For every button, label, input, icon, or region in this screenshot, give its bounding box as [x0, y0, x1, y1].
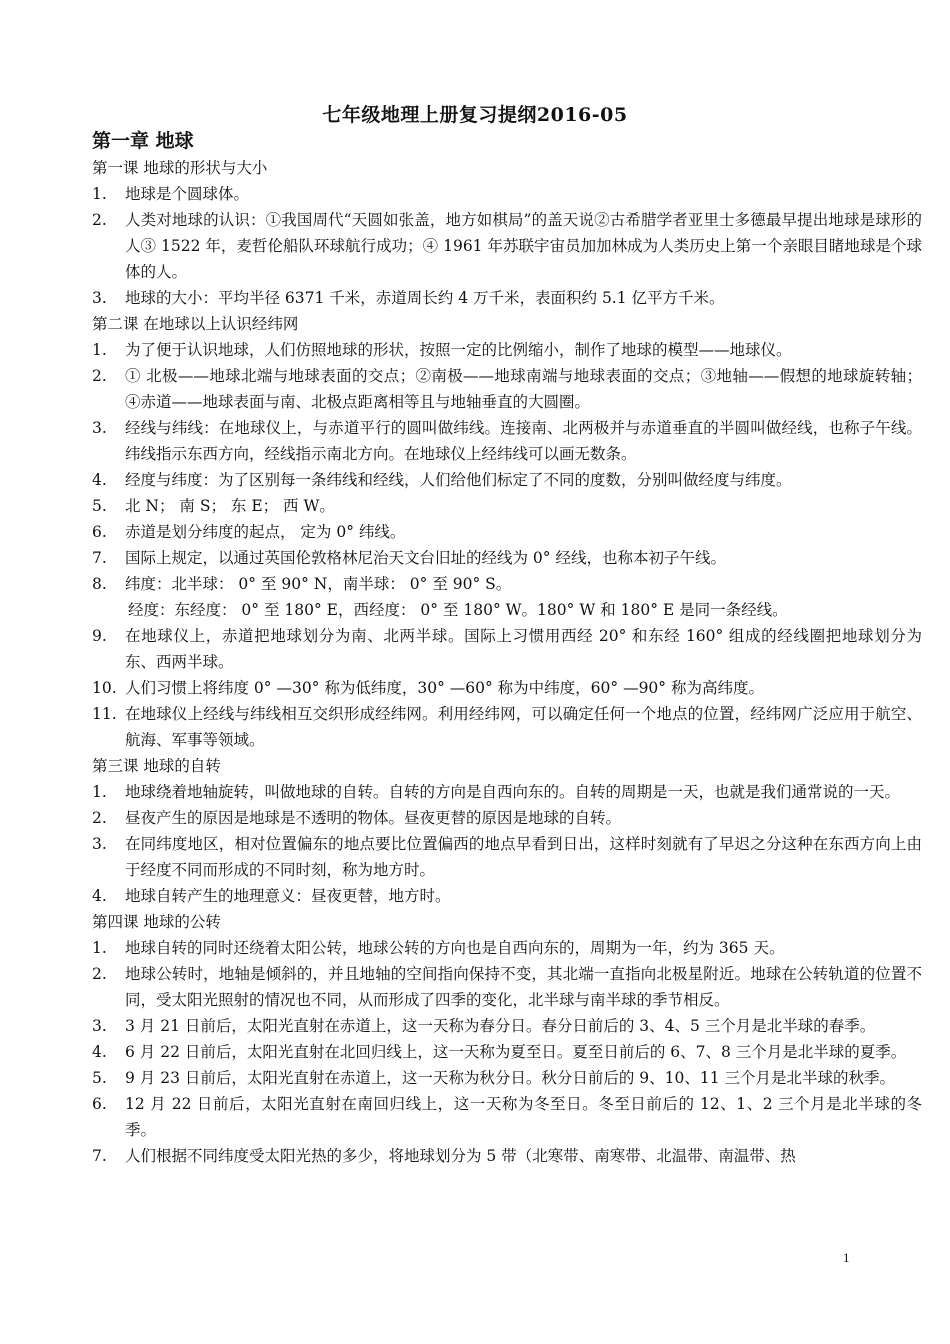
item-number: 7. [92, 1147, 107, 1165]
list-item [92, 415, 922, 467]
list-item [92, 493, 922, 519]
item-text: 9 月 23 日前后，太阳光直射在赤道上，这一天称为秋分日。秋分日前后的 9、10、11 三个月是北半球的秋季。 [125, 1069, 896, 1087]
item-text: 在地球仪上经线与纬线相互交织形成经纬网。利用经纬网，可以确定任何一个地点的位置，经纬网广泛应用于航空、航海、军事等领域。 [125, 705, 922, 749]
item-number: 3. [92, 1017, 107, 1035]
item-text: 经度与纬度：为了区别每一条纬线和经线，人们给他们标定了不同的度数，分别叫做经度与纬度。 [125, 471, 792, 489]
item-subline: 经度：东经度： 0° 至 180° E，西经度： 0° 至 180° W。180° W 和 180° E 是同一条经线。 [128, 601, 788, 619]
item-text: 地球自转的同时还绕着太阳公转，地球公转的方向也是自西向东的，周期为一年，约为 365 天。 [125, 939, 785, 957]
item-number: 2. [92, 809, 107, 827]
item-number: 3. [92, 835, 107, 853]
item-text: 纬度：北半球： 0° 至 90° N，南半球： 0° 至 90° S。 [125, 575, 512, 593]
list-item [92, 363, 922, 415]
list-item [92, 1039, 922, 1065]
list-item [92, 961, 922, 1013]
list-item [92, 1143, 922, 1169]
chapter-title: 第一章 地球 [92, 130, 194, 152]
item-number: 4. [92, 471, 107, 489]
item-number: 10. [92, 679, 117, 697]
item-text: 12 月 22 日前后，太阳光直射在南回归线上，这一天称为冬至日。冬至日前后的 12、1、2 三个月是北半球的冬季。 [125, 1095, 922, 1139]
item-text: 人们根据不同纬度受太阳光热的多少，将地球划分为 5 带（北寒带、南寒带、北温带、南温带、热 [125, 1147, 796, 1165]
page-title: 七年级地理上册复习提纲2016-05 [322, 104, 628, 126]
item-text: 地球绕着地轴旋转，叫做地球的自转。自转的方向是自西向东的。自转的周期是一天，也就是我们通常说的一天。 [125, 783, 901, 801]
item-text: ① 北极——地球北端与地球表面的交点；②南极——地球南端与地球表面的交点；③地轴——假想的地球旋转轴； ④赤道——地球表面与南、北极点距离相等且与地轴垂直的大圆圈。 [125, 367, 922, 411]
item-text: 赤道是划分纬度的起点， 定为 0° 纬线。 [125, 523, 406, 541]
item-number: 2. [92, 211, 107, 229]
item-number: 11. [92, 705, 117, 723]
list-item [92, 831, 922, 883]
list-item [92, 285, 922, 311]
item-text: 3 月 21 日前后，太阳光直射在赤道上，这一天称为春分日。春分日前后的 3、4、5 三个月是北半球的春季。 [125, 1017, 876, 1035]
item-number: 1. [92, 185, 107, 203]
item-number: 3. [92, 289, 107, 307]
lesson-title: 第一课 地球的形状与大小 [92, 159, 268, 177]
item-number: 4. [92, 887, 107, 905]
item-number: 2. [92, 367, 107, 385]
list-item [92, 519, 922, 545]
item-number: 8. [92, 575, 107, 593]
item-number: 9. [92, 627, 107, 645]
item-text: 地球的大小：平均半径 6371 千米，赤道周长约 4 万千米，表面积约 5.1 亿平方千米。 [125, 289, 725, 307]
list-item [92, 571, 922, 597]
item-number: 3. [92, 419, 107, 437]
list-item [92, 207, 922, 285]
item-text: 经线与纬线：在地球仪上，与赤道平行的圆叫做纬线。连接南、北两极并与赤道垂直的半圆叫做经线，也称子午线。纬线指示东西方向，经线指示南北方向。在地球仪上经纬线可以画无数条。 [125, 419, 922, 463]
item-number: 6. [92, 523, 107, 541]
item-number: 5. [92, 1069, 107, 1087]
list-item [92, 701, 922, 753]
list-item [92, 337, 922, 363]
item-text: 在地球仪上，赤道把地球划分为南、北两半球。国际上习惯用西经 20° 和东经 160° 组成的经线圈把地球划分为东、西两半球。 [125, 627, 922, 671]
item-text: 国际上规定，以通过英国伦敦格林尼治天文台旧址的经线为 0° 经线，也称本初子午线。 [125, 549, 726, 567]
page-number: 1 [843, 1250, 850, 1265]
item-text: 北 N； 南 S； 东 E； 西 W。 [125, 497, 335, 515]
list-item [92, 883, 922, 909]
item-number: 1. [92, 783, 107, 801]
item-number: 6. [92, 1095, 107, 1113]
list-item [92, 935, 922, 961]
item-text: 6 月 22 日前后，太阳光直射在北回归线上，这一天称为夏至日。夏至日前后的 6、7、8 三个月是北半球的夏季。 [125, 1043, 907, 1061]
list-item [92, 805, 922, 831]
list-item [92, 467, 922, 493]
item-text: 地球公转时，地轴是倾斜的，并且地轴的空间指向保持不变，其北端一直指向北极星附近。地球在公转轨道的位置不同，受太阳光照射的情况也不同，从而形成了四季的变化，北半球与南半球的季节相反。 [125, 965, 922, 1009]
list-item [92, 181, 922, 207]
item-text: 人们习惯上将纬度 0° —30° 称为低纬度，30° —60° 称为中纬度，60° —90° 称为高纬度。 [125, 679, 764, 697]
item-text: 地球是个圆球体。 [125, 185, 250, 203]
item-number: 5. [92, 497, 107, 515]
item-text: 昼夜产生的原因是地球是不透明的物体。昼夜更替的原因是地球的自转。 [125, 809, 622, 827]
list-item [92, 1013, 922, 1039]
list-item [92, 779, 922, 805]
lesson-title: 第二课 在地球以上认识经纬网 [92, 315, 299, 333]
item-number: 7. [92, 549, 107, 567]
list-item [92, 623, 922, 675]
list-item [92, 545, 922, 571]
list-item [92, 1065, 922, 1091]
list-item [92, 675, 922, 701]
item-number: 4. [92, 1043, 107, 1061]
document-body [92, 127, 922, 1169]
lesson-title: 第四课 地球的公转 [92, 913, 221, 931]
item-text: 地球自转产生的地理意义：昼夜更替，地方时。 [125, 887, 451, 905]
item-number: 1. [92, 939, 107, 957]
item-text: 人类对地球的认识：①我国周代“天圆如张盖，地方如棋局”的盖天说②古希腊学者亚里士多德最早提出地球是球形的人③ 1522 年，麦哲伦船队环球航行成功；④ 1961 年苏联宇宙员加加林成为人类历史上第一个亲眼目睹地球是个球体的人。 [125, 211, 922, 281]
lesson-title: 第三课 地球的自转 [92, 757, 221, 775]
list-item [92, 1091, 922, 1143]
item-text: 在同纬度地区，相对位置偏东的地点要比位置偏西的地点早看到日出，这样时刻就有了早迟之分这种在东西方向上由于经度不同而形成的不同时刻，称为地方时。 [125, 835, 922, 879]
item-text: 为了便于认识地球，人们仿照地球的形状，按照一定的比例缩小，制作了地球的模型——地球仪。 [125, 341, 792, 359]
item-number: 2. [92, 965, 107, 983]
item-number: 1. [92, 341, 107, 359]
